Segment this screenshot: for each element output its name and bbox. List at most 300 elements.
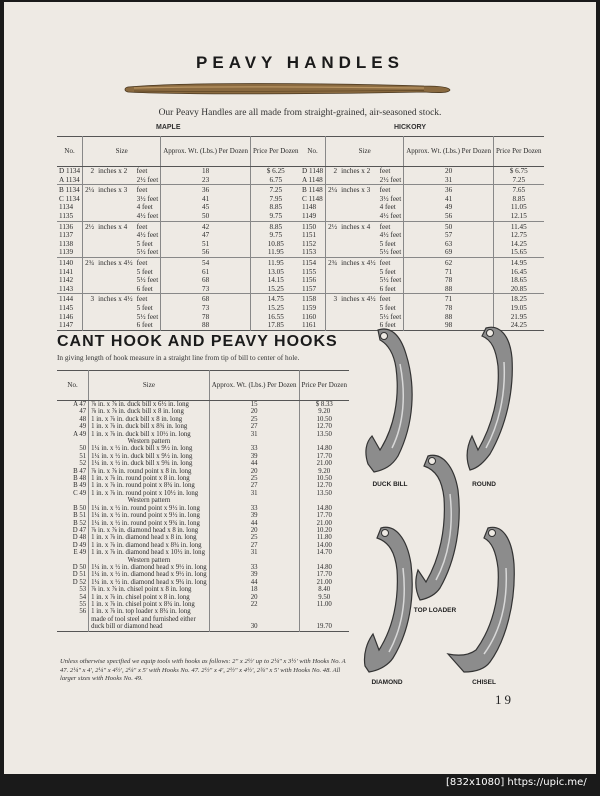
table-cell: 50 — [57, 445, 89, 452]
table-cell: 5½ feet — [135, 276, 161, 285]
column-header: No. — [57, 137, 83, 167]
table-row — [57, 185, 301, 195]
table-cell: 50 — [161, 212, 251, 221]
table-cell: D 50 — [57, 564, 89, 571]
table-cell: 2¼ — [83, 185, 96, 195]
table-cell: 21.00 — [316, 460, 332, 468]
table-row — [57, 534, 349, 541]
table-cell: 11.45 — [494, 221, 544, 231]
cant-hook-subtitle: In giving length of hook measure in a straight line from tip of bill to center of hole. — [57, 353, 300, 362]
table-cell: $ 6.75 — [509, 167, 528, 175]
table-cell — [299, 557, 349, 564]
table-cell: 5 feet — [135, 304, 161, 313]
table-row — [300, 195, 544, 204]
table-cell: 15.25 — [267, 303, 284, 312]
table-cell: 25 — [209, 475, 299, 482]
table-cell: 39 — [209, 512, 299, 519]
table-cell: 17.70 — [316, 512, 332, 520]
table-cell — [299, 608, 349, 615]
table-cell: 68 — [161, 276, 251, 285]
table-cell: 50 — [404, 221, 494, 231]
table-row — [57, 512, 349, 519]
table-cell — [83, 176, 96, 185]
table-cell: 1160 — [300, 313, 326, 322]
table-cell: 73 — [161, 304, 251, 313]
table-cell: 1136 — [57, 221, 83, 231]
table-cell: 1¼ in. x ½ in. duck bill x 9½ in. long — [89, 445, 210, 452]
table-cell: 2½ — [83, 221, 96, 231]
table-row — [57, 304, 301, 313]
table-cell: 27 — [209, 542, 299, 549]
table-cell — [57, 616, 89, 623]
table-cell: 3½ feet — [378, 195, 404, 204]
table-cell: 1137 — [57, 231, 83, 240]
table-cell: duck bill or diamond head — [89, 623, 210, 631]
table-cell: 1147 — [57, 321, 83, 330]
table-cell: 3 — [83, 294, 96, 304]
table-row — [57, 268, 301, 277]
intro-text: Our Peavy Handles are all made from straight-grained, air-seasoned stock. — [158, 108, 442, 118]
table-cell: C 1148 — [300, 195, 326, 204]
table-cell: 4 feet — [135, 203, 161, 212]
table-cell: inches x 3 — [96, 185, 135, 195]
table-row — [57, 212, 301, 221]
table-cell: 24.25 — [510, 321, 527, 330]
table-cell: 31 — [209, 490, 299, 497]
table-cell — [83, 285, 96, 294]
table-row — [57, 167, 301, 176]
table-cell: B 51 — [57, 512, 89, 519]
table-cell: feet — [135, 294, 161, 304]
table-cell: 2½ feet — [378, 176, 404, 185]
table-cell: Western pattern — [89, 557, 210, 564]
table-cell — [339, 313, 378, 322]
table-cell: C 49 — [57, 490, 89, 497]
table-cell: feet — [378, 185, 404, 195]
column-header: Price Per Dozen — [251, 137, 301, 167]
table-cell: 52 — [57, 460, 89, 467]
column-header: Price Per Dozen — [494, 137, 544, 167]
table-cell: 21.00 — [316, 519, 332, 527]
column-header: Price Per Dozen — [299, 371, 349, 401]
table-row — [57, 594, 349, 601]
table-cell: 42 — [161, 221, 251, 231]
table-cell: 9.75 — [269, 211, 283, 220]
table-cell — [326, 321, 339, 330]
table-cell — [96, 285, 135, 294]
table-cell: 3 — [326, 294, 339, 304]
table-row — [57, 231, 301, 240]
table-row — [57, 557, 349, 564]
table-row — [300, 212, 544, 221]
table-row — [57, 203, 301, 212]
table-cell — [339, 231, 378, 240]
table-cell: D 51 — [57, 571, 89, 578]
table-cell: feet — [135, 185, 161, 195]
table-cell: inches x 4½ — [98, 258, 133, 267]
table-cell — [339, 240, 378, 249]
table-cell: 1149 — [300, 212, 326, 221]
table-cell: 18.25 — [494, 294, 544, 304]
table-cell: 1158 — [300, 294, 326, 304]
table-cell: 10.20 — [316, 526, 332, 534]
table-cell: 7.25 — [512, 175, 526, 184]
table-cell: feet — [135, 221, 161, 231]
table-row — [300, 276, 544, 285]
table-row — [57, 401, 349, 409]
table-cell: 4½ feet — [135, 231, 161, 240]
table-cell: 1143 — [57, 285, 83, 294]
table-row — [57, 195, 301, 204]
table-cell: 36 — [161, 185, 251, 195]
table-cell: feet — [378, 167, 404, 176]
table-cell — [57, 438, 89, 445]
table-cell — [96, 276, 135, 285]
table-cell: 11.95 — [267, 248, 284, 257]
table-cell: 57 — [404, 231, 494, 240]
table-row — [300, 185, 544, 195]
table-cell: inches x 4½ — [341, 295, 376, 304]
table-cell: 1¼ in. x ½ in. round point x 9½ in. long — [89, 505, 210, 512]
table-cell: 1 in. x ⅞ in. diamond head x 8¾ in. long — [89, 542, 210, 549]
column-header: Size — [83, 137, 161, 167]
table-cell: 6 feet — [135, 285, 161, 294]
table-cell: 33 — [209, 445, 299, 452]
table-cell: 33 — [209, 564, 299, 571]
table-row — [57, 294, 301, 304]
hickory-label: HICKORY — [394, 124, 427, 131]
header-row — [57, 371, 349, 401]
table-cell: 62 — [404, 257, 494, 267]
table-cell: inches x 2 — [341, 167, 371, 175]
table-cell: 13.50 — [316, 489, 332, 497]
table-cell: 15.25 — [267, 284, 284, 293]
table-cell: 6 feet — [378, 321, 404, 330]
peavy-handle-illustration — [124, 78, 454, 100]
table-cell: 4½ feet — [378, 231, 404, 240]
table-cell — [326, 304, 339, 313]
table-cell: 20 — [209, 594, 299, 601]
column-header: No. — [300, 137, 326, 167]
table-cell: 23 — [161, 176, 251, 185]
table-cell: 13.50 — [316, 430, 332, 438]
table-cell: 19.05 — [510, 303, 527, 312]
table-cell: 5 feet — [378, 240, 404, 249]
table-cell: 27 — [209, 482, 299, 489]
table-cell: 78 — [404, 304, 494, 313]
header-row — [57, 137, 301, 167]
table-cell — [326, 313, 339, 322]
table-cell — [326, 212, 339, 221]
table-cell: 14.15 — [267, 276, 284, 285]
table-cell: 1140 — [57, 257, 83, 267]
table-row — [57, 416, 349, 423]
table-cell — [96, 212, 135, 221]
table-cell — [96, 304, 135, 313]
table-row — [300, 176, 544, 185]
table-cell: 14.80 — [316, 563, 332, 571]
table-cell: 12.15 — [510, 211, 527, 220]
table-cell: 45 — [161, 203, 251, 212]
table-cell — [209, 616, 299, 623]
table-cell: 1145 — [57, 304, 83, 313]
table-row — [57, 460, 349, 467]
table-cell — [339, 304, 378, 313]
column-header: No. — [57, 371, 89, 401]
table-cell: 15.65 — [510, 248, 527, 257]
table-cell — [326, 285, 339, 294]
table-cell — [339, 285, 378, 294]
table-cell: 22 — [209, 601, 299, 608]
table-row — [300, 167, 544, 176]
table-cell: 14.25 — [510, 239, 527, 248]
table-cell: 1152 — [300, 240, 326, 249]
table-cell: 1148 — [300, 203, 326, 212]
table-cell: 1¼ in. x ½ in. duck bill x 9¾ in. long — [89, 460, 210, 467]
table-cell: 17.85 — [267, 321, 284, 330]
table-cell: B 50 — [57, 505, 89, 512]
table-cell — [96, 176, 135, 185]
table-cell: 1139 — [57, 248, 83, 257]
table-cell: 13.05 — [267, 267, 284, 276]
equipment-note: Unless otherwise specified we equip tools with hooks as follows: 2" x 2½' up to 2¼" x 3½' with Hooks No. A 47. 2¼" x 4', 2¼" x 4½', 2¼" x 5' with Hooks No. 47. 2½" x 4', 2½" x 4½', 2¾" x 5' with Hooks No. 48. All larger sizes with Hooks No. 49. — [60, 658, 346, 683]
table-cell: 5 feet — [135, 240, 161, 249]
table-cell — [326, 240, 339, 249]
table-cell: D 48 — [57, 534, 89, 541]
table-cell — [96, 203, 135, 212]
table-cell: 44 — [209, 460, 299, 467]
table-cell: 41 — [404, 195, 494, 204]
table-cell: ⅞ in. x ⅞ in. duck bill x 8 in. long — [89, 408, 210, 415]
page-title: PEAVY HANDLES — [196, 53, 404, 72]
table-cell: 11.95 — [251, 257, 301, 267]
table-cell: 36 — [404, 185, 494, 195]
table-cell: $ 6.25 — [266, 167, 285, 175]
table-cell: 1 in. x ⅞ in. round point x 8 in. long — [89, 475, 210, 482]
table-row — [57, 549, 349, 556]
table-row — [57, 276, 301, 285]
table-cell: 8.85 — [512, 194, 526, 203]
chisel-point-hook-image — [444, 522, 524, 682]
table-cell: 56 — [404, 212, 494, 221]
table-cell: 12.70 — [316, 482, 332, 490]
table-cell: feet — [378, 257, 404, 267]
table-row — [57, 527, 349, 534]
table-cell: 2¾ — [83, 257, 96, 267]
table-cell: 5½ feet — [135, 313, 161, 322]
table-cell: E 49 — [57, 549, 89, 556]
table-row — [57, 257, 301, 267]
table-cell — [96, 195, 135, 204]
table-cell: A 47 — [57, 401, 89, 409]
table-cell: 44 — [209, 520, 299, 527]
table-cell: 8.85 — [251, 221, 301, 231]
table-cell: feet — [135, 167, 161, 176]
table-cell: B 1148 — [300, 185, 326, 195]
table-cell — [83, 231, 96, 240]
table-cell — [83, 212, 96, 221]
table-cell: 31 — [209, 549, 299, 556]
table-cell: 10.50 — [316, 475, 332, 483]
table-cell: 5½ feet — [378, 248, 404, 257]
table-cell — [96, 313, 135, 322]
table-cell: 19.70 — [316, 623, 332, 631]
table-cell: 30 — [209, 623, 299, 631]
table-cell: 2¼ — [326, 185, 339, 195]
table-cell: 78 — [404, 276, 494, 285]
table-row — [57, 468, 349, 475]
table-cell: 14.75 — [251, 294, 301, 304]
table-row — [57, 623, 349, 631]
table-cell: 1¼ in. x ½ in. round point x 9½ in. long — [89, 512, 210, 519]
table-cell: 1 in. x ⅞ in. diamond head x 10½ in. long — [89, 549, 210, 556]
table-cell: ⅞ in. x ⅞ in. duck bill x 6½ in. long — [89, 401, 210, 409]
table-cell: 14.95 — [494, 257, 544, 267]
hickory-handles-table — [300, 136, 544, 331]
caption-diamond: DIAMOND — [371, 679, 403, 686]
table-cell: 1¼ in. x ½ in. duck bill x 9½ in. long — [89, 453, 210, 460]
table-cell: D 52 — [57, 579, 89, 586]
table-row — [300, 248, 544, 257]
table-cell — [339, 268, 378, 277]
table-cell: 15 — [209, 401, 299, 409]
table-cell: 53 — [57, 586, 89, 593]
table-cell: 18.65 — [510, 276, 527, 285]
table-cell: 1 in. x ⅞ in. duck bill x 10½ in. long — [89, 431, 210, 438]
hooks-table — [57, 370, 349, 632]
table-cell — [299, 497, 349, 504]
table-cell: 54 — [161, 257, 251, 267]
table-row — [57, 505, 349, 512]
table-cell: 9.75 — [269, 231, 283, 240]
table-cell: A 1148 — [300, 176, 326, 185]
table-cell: 1146 — [57, 313, 83, 322]
table-cell: 1¼ in. x ½ in. diamond head x 9½ in. long — [89, 564, 210, 571]
table-cell: D 1134 — [57, 167, 83, 176]
table-cell — [83, 313, 96, 322]
column-header: Size — [326, 137, 404, 167]
table-cell: inches x 4 — [339, 221, 378, 231]
caption-round: ROUND — [472, 481, 496, 488]
table-cell: 49 — [57, 423, 89, 430]
table-row — [300, 221, 544, 231]
table-cell: 8.85 — [269, 203, 283, 212]
table-cell: 4½ feet — [135, 212, 161, 221]
table-cell: 14.80 — [316, 445, 332, 453]
table-cell: 48 — [57, 416, 89, 423]
table-cell — [83, 240, 96, 249]
table-cell — [83, 203, 96, 212]
catalog-page — [4, 2, 596, 774]
table-cell: 5 feet — [378, 268, 404, 277]
table-cell: 1155 — [300, 268, 326, 277]
image-source-footer: [832x1080] https://upic.me/ — [446, 777, 587, 788]
table-cell: 2¾ — [326, 257, 339, 267]
table-cell: 51 — [161, 240, 251, 249]
table-row — [57, 408, 349, 415]
table-row — [57, 608, 349, 615]
table-cell: 21.95 — [510, 312, 527, 321]
table-cell: 18 — [161, 167, 251, 176]
table-cell — [326, 248, 339, 257]
table-cell: 2 — [333, 167, 338, 175]
table-cell — [83, 321, 96, 330]
table-cell: 68 — [161, 294, 251, 304]
table-cell: D 47 — [57, 527, 89, 534]
table-cell: feet — [135, 257, 161, 267]
table-cell: 4 feet — [378, 203, 404, 212]
table-cell: 1 in. x ⅞ in. round point x 8¾ in. long — [89, 482, 210, 489]
table-cell: inches x 3 — [339, 185, 378, 195]
table-cell: 1 in. x ⅞ in. round point x 10½ in. long — [89, 490, 210, 497]
table-cell: 1 in. x ⅞ in. top loader x 8¾ in. long — [89, 608, 210, 615]
table-cell: 39 — [209, 453, 299, 460]
table-cell — [339, 195, 378, 204]
table-cell: 55 — [57, 601, 89, 608]
column-header: Approx. Wt. (Lbs.) Per Dozen — [404, 137, 494, 167]
table-cell: 1 in. x ⅞ in. duck bill x 8¾ in. long — [89, 423, 210, 430]
table-cell: 14.00 — [316, 541, 332, 549]
table-cell — [83, 276, 96, 285]
table-cell: 1144 — [57, 294, 83, 304]
table-row — [300, 257, 544, 267]
table-cell: 71 — [404, 268, 494, 277]
table-cell — [96, 268, 135, 277]
table-cell: 10.50 — [316, 415, 332, 423]
table-cell: 49 — [404, 203, 494, 212]
table-row — [57, 586, 349, 593]
table-cell: 20.85 — [510, 284, 527, 293]
column-header: Approx. Wt. (Lbs.) Per Dozen — [209, 371, 299, 401]
table-cell: A 49 — [57, 431, 89, 438]
table-row — [300, 313, 544, 322]
table-cell: ⅞ in. x ⅞ in. round point x 8 in. long — [89, 468, 210, 475]
table-row — [57, 221, 301, 231]
table-cell: 20 — [209, 408, 299, 415]
table-row — [300, 294, 544, 304]
header-row — [300, 137, 544, 167]
table-cell — [326, 231, 339, 240]
table-cell — [339, 248, 378, 257]
column-header: Size — [89, 371, 210, 401]
table-cell: 56 — [57, 608, 89, 615]
table-cell — [326, 195, 339, 204]
table-row — [57, 431, 349, 438]
table-row — [57, 176, 301, 185]
table-cell: 5½ feet — [135, 248, 161, 257]
table-cell — [83, 268, 96, 277]
table-cell: 27 — [209, 423, 299, 430]
page-number: 19 — [495, 692, 514, 707]
table-cell: 2½ feet — [135, 176, 161, 185]
table-cell: 44 — [209, 579, 299, 586]
table-cell: 56 — [161, 248, 251, 257]
caption-duck-bill: DUCK BILL — [372, 481, 408, 488]
table-cell: 88 — [404, 313, 494, 322]
table-row — [300, 268, 544, 277]
table-cell: 1141 — [57, 268, 83, 277]
table-cell: 16.45 — [510, 267, 527, 276]
table-cell: 1¼ in. x ½ in. diamond head x 9½ in. long — [89, 571, 210, 578]
table-cell — [96, 231, 135, 240]
table-cell: 1¼ in. x ½ in. diamond head x 9¾ in. long — [89, 579, 210, 586]
table-cell — [57, 557, 89, 564]
table-cell — [326, 276, 339, 285]
table-cell — [326, 203, 339, 212]
table-cell: 5 feet — [135, 268, 161, 277]
table-cell: 98 — [404, 321, 494, 330]
table-row — [57, 438, 349, 445]
